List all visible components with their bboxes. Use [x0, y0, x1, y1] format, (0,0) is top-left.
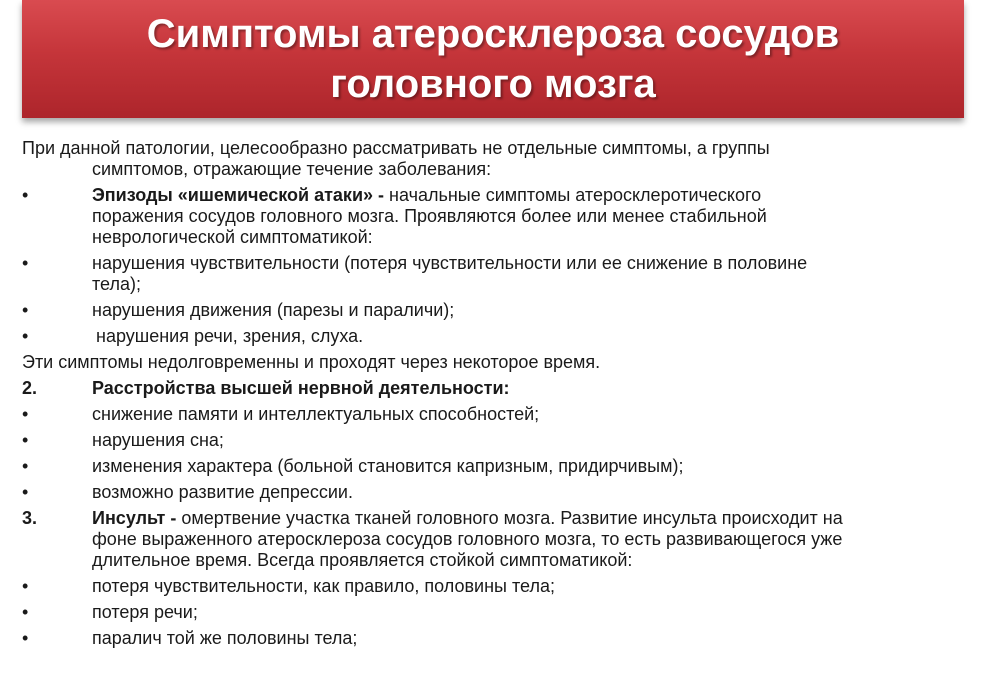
title-banner	[22, 0, 964, 118]
bullet-marker: •	[22, 404, 29, 424]
section-number: 3.	[22, 508, 38, 528]
title-line-2: головного мозга	[330, 62, 656, 106]
bullet-marker: •	[22, 326, 29, 346]
list-item-text: нарушения сна;	[92, 430, 224, 450]
intro-paragraph	[22, 138, 972, 180]
section-2-bold: Расстройства высшей нервной деятельности:	[92, 378, 510, 398]
bullet-marker: •	[22, 482, 29, 502]
bullet-marker: •	[22, 576, 29, 596]
list-item-text: изменения характера (больной становится капризным, придирчивым);	[92, 456, 684, 476]
section-3-line-1: омертвение участка тканей головного мозга. Развитие инсульта происходит на	[176, 508, 843, 528]
list-item	[22, 602, 972, 623]
bullet-marker: •	[22, 456, 29, 476]
section-3-bold: Инсульт -	[92, 508, 177, 528]
section-3-line-3: длительное время. Всегда проявляется стойкой симптоматикой:	[92, 550, 633, 570]
list-item-text: снижение памяти и интеллектуальных способностей;	[92, 404, 540, 424]
section-1-line-1: начальные симптомы атеросклеротического	[384, 185, 762, 205]
list-item-text: нарушения речи, зрения, слуха.	[96, 326, 364, 346]
section-3-heading	[22, 508, 972, 571]
list-item-text: паралич той же половины тела;	[92, 628, 358, 648]
title-line-1: Симптомы атеросклероза сосудов	[146, 12, 840, 56]
section-1-line-2: поражения сосудов головного мозга. Проявляются более или менее стабильной	[92, 206, 767, 226]
list-item-text: возможно развитие депрессии.	[92, 482, 353, 502]
bullet-marker: •	[22, 253, 29, 273]
bullet-marker: •	[22, 300, 29, 320]
bullet-marker: •	[22, 430, 29, 450]
intro-line-1: При данной патологии, целесообразно рассматривать не отдельные симптомы, а группы	[22, 138, 770, 158]
bullet-marker: •	[22, 628, 29, 648]
list-item	[22, 253, 972, 295]
section-1-bold: Эпизоды «ишемической атаки» -	[92, 185, 385, 205]
section-1-line-3: неврологической симптоматикой:	[92, 227, 373, 247]
list-item	[22, 326, 972, 347]
section-number: 2.	[22, 378, 38, 398]
list-item	[22, 456, 972, 477]
section-3-line-2: фоне выраженного атеросклероза сосудов головного мозга, то есть развивающегося уже	[92, 529, 843, 549]
intro-line-2: симптомов, отражающие течение заболевания:	[92, 159, 492, 179]
bullet-marker: •	[22, 602, 29, 622]
note-paragraph: Эти симптомы недолговременны и проходят через некоторое время.	[22, 352, 601, 372]
list-item-text: нарушения движения (парезы и параличи);	[92, 300, 455, 320]
section-1-heading	[22, 185, 972, 248]
list-item	[22, 576, 972, 597]
list-item-text: потеря чувствительности, как правило, половины тела;	[92, 576, 555, 596]
list-item-text-cont: тела);	[92, 274, 141, 294]
list-item	[22, 300, 972, 321]
section-2-heading	[22, 378, 972, 399]
list-item	[22, 430, 972, 451]
list-item-text: потеря речи;	[92, 602, 198, 622]
list-item-text: нарушения чувствительности (потеря чувствительности или ее снижение в половине	[92, 253, 808, 273]
list-item	[22, 404, 972, 425]
bullet-marker: •	[22, 185, 29, 205]
list-item	[22, 482, 972, 503]
document-body	[22, 138, 972, 654]
list-item	[22, 628, 972, 649]
